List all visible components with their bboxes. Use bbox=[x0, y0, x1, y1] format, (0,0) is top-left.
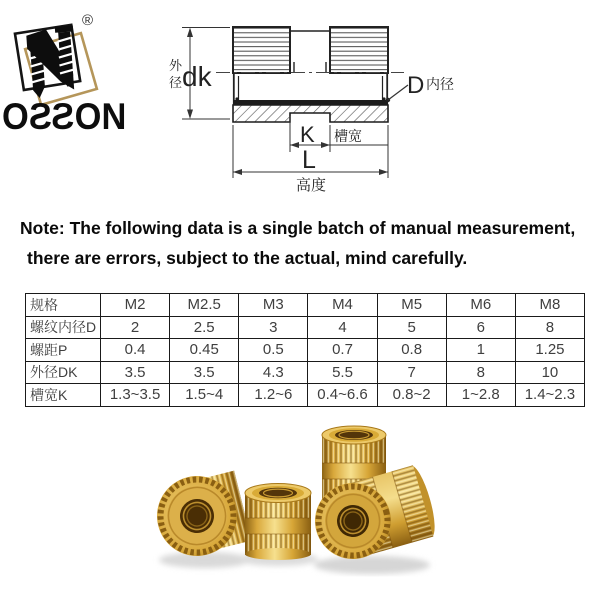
spec-cell: 4.3 bbox=[239, 361, 308, 384]
spec-table bbox=[25, 293, 585, 407]
spec-col-header: M5 bbox=[377, 294, 446, 317]
spec-cell: 2.5 bbox=[170, 316, 239, 339]
spec-row bbox=[26, 361, 585, 384]
spec-cell: 8 bbox=[515, 316, 584, 339]
spec-col-header: M2.5 bbox=[170, 294, 239, 317]
outer-diameter-cn-label: 外径 bbox=[169, 58, 183, 90]
spec-cell: 1.2~6 bbox=[239, 384, 308, 407]
note-line1: Note: The following data is a single batch of manual measurement, bbox=[20, 218, 576, 238]
spec-cell: 3.5 bbox=[170, 361, 239, 384]
spec-header-row bbox=[26, 294, 585, 317]
spec-cell: 3 bbox=[239, 316, 308, 339]
spec-cell: 2 bbox=[101, 316, 170, 339]
height-cn-label: 高度 bbox=[295, 177, 327, 194]
spec-cell: 1.5~4 bbox=[170, 384, 239, 407]
spec-cell: 7 bbox=[377, 361, 446, 384]
spec-col-header: M2 bbox=[101, 294, 170, 317]
brand-letter: N bbox=[101, 96, 127, 137]
measurement-note bbox=[20, 213, 595, 273]
spec-cell: 1 bbox=[446, 339, 515, 362]
spec-cell: 0.4 bbox=[101, 339, 170, 362]
flange-section bbox=[233, 105, 388, 122]
insert-cross-section-diagram bbox=[155, 8, 485, 200]
insert-left-face bbox=[149, 466, 253, 565]
inner-diameter-cn-label: 内径 bbox=[426, 76, 454, 92]
spec-cell: 0.8 bbox=[377, 339, 446, 362]
spec-cell: 1.3~3.5 bbox=[101, 384, 170, 407]
brass-inserts-photo bbox=[110, 413, 480, 600]
spec-col-header: M3 bbox=[239, 294, 308, 317]
spec-cell: 0.7 bbox=[308, 339, 377, 362]
spec-cell: 5 bbox=[377, 316, 446, 339]
logo-screw-n bbox=[26, 25, 78, 98]
spec-row-label: 槽宽K bbox=[26, 384, 101, 407]
knurl-section-right bbox=[330, 27, 388, 73]
brand-letter: S bbox=[51, 96, 75, 137]
brand-logo bbox=[2, 4, 167, 154]
spec-row-label: 螺距P bbox=[26, 339, 101, 362]
spec-cell: 4 bbox=[308, 316, 377, 339]
spec-row-label: 外径DK bbox=[26, 361, 101, 384]
spec-row-label: 螺纹内径D bbox=[26, 316, 101, 339]
spec-col-header: M4 bbox=[308, 294, 377, 317]
spec-cell: 0.4~6.6 bbox=[308, 384, 377, 407]
spec-col-header: M6 bbox=[446, 294, 515, 317]
brand-letter: S bbox=[28, 96, 52, 137]
spec-row bbox=[26, 316, 585, 339]
k-label: K bbox=[300, 122, 315, 147]
spec-cell: 1~2.8 bbox=[446, 384, 515, 407]
spec-cell: 0.8~2 bbox=[377, 384, 446, 407]
spec-cell: 0.45 bbox=[170, 339, 239, 362]
spec-col-header: M8 bbox=[515, 294, 584, 317]
spec-cell: 8 bbox=[446, 361, 515, 384]
slot-width-cn-label: 槽宽 bbox=[334, 128, 362, 144]
spec-row-label: 规格 bbox=[26, 294, 101, 317]
spec-cell: 10 bbox=[515, 361, 584, 384]
l-label: L bbox=[302, 146, 316, 174]
inner-diameter-d-label: D bbox=[407, 72, 425, 99]
spec-cell: 1.25 bbox=[515, 339, 584, 362]
spec-row bbox=[26, 384, 585, 407]
knurl-section-left bbox=[233, 27, 290, 73]
spec-cell: 6 bbox=[446, 316, 515, 339]
spec-cell: 0.5 bbox=[239, 339, 308, 362]
brand-letter: O bbox=[74, 96, 102, 137]
spec-cell: 3.5 bbox=[101, 361, 170, 384]
spec-table-body bbox=[26, 294, 585, 407]
dk-label: dk bbox=[182, 61, 212, 92]
brand-letter: O bbox=[2, 96, 29, 137]
note-line2: there are errors, subject to the actual, mind carefully. bbox=[27, 248, 468, 268]
spec-cell: 5.5 bbox=[308, 361, 377, 384]
registered-trademark-icon: ® bbox=[82, 12, 94, 29]
spec-row bbox=[26, 339, 585, 362]
spec-cell: 1.4~2.3 bbox=[515, 384, 584, 407]
brand-wordmark bbox=[2, 96, 155, 138]
bore-bottom bbox=[233, 100, 388, 105]
insert-center-upright bbox=[245, 484, 311, 561]
